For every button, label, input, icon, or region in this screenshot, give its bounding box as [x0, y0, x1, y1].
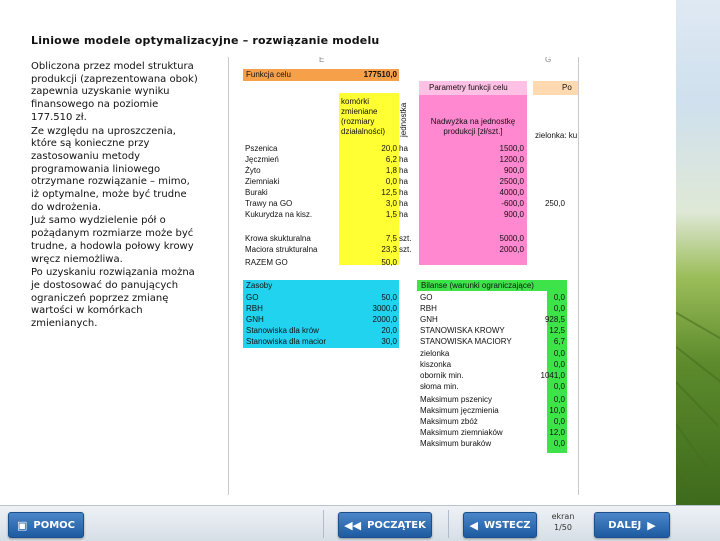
balance-value: 10,0 [549, 406, 565, 415]
screen-counter [548, 511, 578, 533]
activity-unit: ha [399, 166, 408, 175]
resource-name: GO [246, 293, 259, 302]
objective-value: 177510,0 [363, 70, 397, 79]
animal-unit: szt. [399, 234, 412, 243]
balance-value: 0,0 [553, 417, 565, 426]
start-label: POCZĄTEK [367, 519, 426, 531]
balance-value: 0,0 [553, 382, 565, 391]
surplus-header: Nadwyżka na jednostkę produkcji [zł/szt.] [430, 117, 516, 136]
activity-surplus: 1500,0 [499, 144, 524, 153]
balance-value: 12,0 [549, 428, 565, 437]
divider [448, 510, 449, 538]
balance-value: 0,0 [553, 395, 565, 404]
activity-unit: ha [399, 199, 408, 208]
resources-header: Zasoby [246, 281, 273, 290]
help-icon: ▣ [16, 518, 28, 532]
activity-surplus: 1200,0 [499, 155, 524, 164]
rewind-icon: ◀◀ [344, 518, 362, 532]
objective-label: Funkcja celu [246, 70, 291, 79]
balance-value: 12,5 [549, 326, 565, 335]
resource-name: RBH [246, 304, 263, 313]
balance-name: GO [420, 293, 433, 302]
balance-name: słoma min. [420, 382, 459, 391]
resource-value: 50,0 [381, 293, 397, 302]
activity-surplus: 900,0 [503, 166, 524, 175]
balance-name: Maksimum jęczmienia [420, 406, 499, 415]
resource-value: 30,0 [381, 337, 397, 346]
balance-value: 0,0 [553, 293, 565, 302]
params-cut: Po [562, 83, 572, 92]
balance-name: Maksimum zbóż [420, 417, 478, 426]
balance-value: 0,0 [553, 349, 565, 358]
balance-value: 0,0 [553, 439, 565, 448]
resource-name: GNH [246, 315, 264, 324]
activity-value: 1,8 [385, 166, 397, 175]
navigation-bar [0, 505, 720, 541]
activity-value: 0,0 [385, 177, 397, 186]
balance-name: kiszonka [420, 360, 452, 369]
slide-title: Liniowe modele optymalizacyjne – rozwiązanie modelu [31, 34, 380, 47]
resource-value: 20,0 [381, 326, 397, 335]
balance-name: zielonka [420, 349, 450, 358]
unit-header: jednostka [399, 102, 408, 137]
activity-unit: ha [399, 210, 408, 219]
balance-value: 0,0 [553, 304, 565, 313]
green-value: 250,0 [544, 199, 565, 208]
animal-surplus: 2000,0 [499, 245, 524, 254]
balance-name: obornik min. [420, 371, 464, 380]
next-label: DALEJ [608, 519, 642, 531]
activity-value: 6,2 [385, 155, 397, 164]
screen-number: 1/50 [554, 523, 572, 532]
activity-value: 20,0 [381, 144, 397, 153]
resource-name: Stanowiska dla macior [246, 337, 327, 346]
surplus-cut: zielonka: ku [535, 131, 578, 140]
balance-name: STANOWISKA KROWY [420, 326, 505, 335]
arrow-right-icon: ▶ [647, 518, 656, 532]
activity-name: Ziemniaki [245, 177, 280, 186]
slide-body [31, 61, 199, 332]
paragraph: Obliczona przez model struktura produkcji (zaprezentowana obok) zapewnia uzyskanie wyniku finansowego na poziomie 177.510 zł. [31, 61, 198, 123]
activity-value: 12,5 [381, 188, 397, 197]
activity-unit: ha [399, 188, 408, 197]
balance-name: Maksimum pszenicy [420, 395, 493, 404]
animal-name: Maciora strukturalna [245, 245, 318, 254]
activity-unit: ha [399, 144, 408, 153]
resource-value: 2000,0 [372, 315, 397, 324]
balance-name: STANOWISKA MACIORY [420, 337, 512, 346]
balance-name: GNH [420, 315, 438, 324]
animal-surplus: 5000,0 [499, 234, 524, 243]
divider [323, 510, 324, 538]
activity-name: Trawy na GO [245, 199, 293, 208]
activity-value: 3,0 [385, 199, 397, 208]
razem-label: RAZEM GO [245, 258, 288, 267]
balance-name: RBH [420, 304, 437, 313]
back-button[interactable] [463, 512, 537, 538]
activity-surplus: 4000,0 [499, 188, 524, 197]
activity-name: Żyto [245, 166, 261, 175]
activity-name: Pszenica [245, 144, 278, 153]
changing-cells-header: komórki zmieniane (rozmiary działalności) [341, 97, 386, 136]
column-letter: G [545, 57, 552, 64]
start-button[interactable] [338, 512, 432, 538]
activity-surplus: -600,0 [501, 199, 524, 208]
back-label: WSTECZ [483, 519, 531, 531]
field-photo-decoration [676, 0, 720, 505]
balance-value: 0,0 [553, 360, 565, 369]
balances-header: Bilanse (warunki ograniczające) [421, 281, 534, 290]
params-header: Parametry funkcji celu [429, 83, 508, 92]
arrow-left-icon: ◀ [469, 518, 478, 532]
balance-value: 928,5 [544, 315, 565, 324]
activity-name: Jęczmień [245, 155, 279, 164]
spreadsheet-image [228, 57, 579, 495]
help-label: POMOC [33, 519, 76, 531]
animal-unit: szt. [399, 245, 412, 254]
animal-value: 23,3 [381, 245, 397, 254]
paragraph: Już samo wydzielenie pół o pożądanym rozmiarze może być trudne, a hodowla połowy krowy wręcz niemożliwa. [31, 215, 194, 265]
razem-value: 50,0 [381, 258, 397, 267]
activity-name: Kukurydza na kisz. [245, 210, 313, 219]
activity-value: 1,5 [385, 210, 397, 219]
help-button[interactable] [8, 512, 84, 538]
paragraph: Ze względu na uproszczenia, które są konieczne przy zastosowaniu metody programowania liniowego otrzymane rozwiązanie – mimo, iż optymalne, może być trudne do wdrożenia. [31, 125, 190, 213]
activity-surplus: 900,0 [503, 210, 524, 219]
column-letter: E [319, 57, 325, 64]
activity-surplus: 2500,0 [499, 177, 524, 186]
balance-value: 6,7 [553, 337, 565, 346]
screen-label: ekran [551, 512, 575, 521]
animal-value: 7,5 [385, 234, 397, 243]
balance-name: Maksimum ziemniaków [420, 428, 503, 437]
activity-unit: ha [399, 177, 408, 186]
resource-value: 3000,0 [372, 304, 397, 313]
activity-unit: ha [399, 155, 408, 164]
animal-name: Krowa skukturalna [245, 234, 311, 243]
paragraph: Po uzyskaniu rozwiązania można je dostosować do panujących ograniczeń poprzez zmianę wartości w komórkach zmienianych. [31, 267, 195, 330]
activity-name: Buraki [245, 188, 268, 197]
next-button[interactable] [594, 512, 670, 538]
balance-value: 1041,0 [540, 371, 565, 380]
balance-name: Maksimum buraków [420, 439, 492, 448]
resource-name: Stanowiska dla krów [246, 326, 319, 335]
